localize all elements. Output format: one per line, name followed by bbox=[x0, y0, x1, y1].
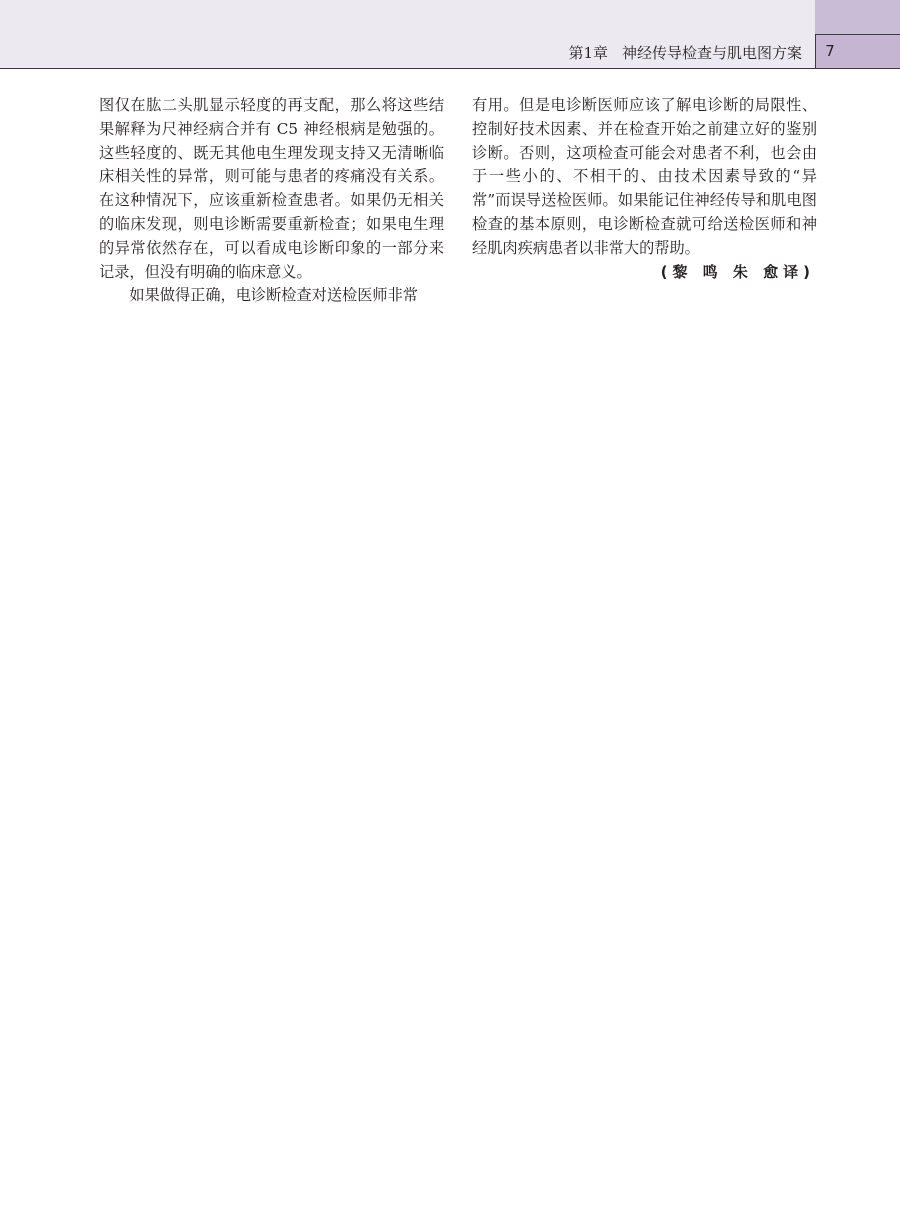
chapter-title: 神经传导检查与肌电图方案 bbox=[621, 44, 802, 62]
page-tab-top bbox=[815, 0, 900, 34]
right-column bbox=[472, 94, 817, 284]
chapter-number: 第1章 bbox=[568, 44, 608, 62]
paragraph: 如果做得正确，电诊断检查对送检医师非常 bbox=[129, 286, 418, 305]
header-rule bbox=[0, 68, 815, 69]
page-number: 7 bbox=[825, 42, 835, 60]
translator-credit: (黎 鸣 朱 愈译) bbox=[660, 262, 815, 281]
paragraph: 有用。但是电诊断医师应该了解电诊断的局限性、控制好技术因素、并在检查开始之前建立好的鉴别诊断。否则，这项检查可能会对患者不利，也会由于一些小的、不相干的、由技术因素导致的“异常”而误导送检医师。如果能记住神经传导和肌电图检查的基本原则，电诊断检查就可给送检医师和神经肌肉疾病患者以非常大的帮助。 bbox=[472, 96, 817, 257]
running-head bbox=[568, 40, 802, 66]
paragraph: 图仅在肱二头肌显示轻度的再支配，那么将这些结果解释为尺神经病合并有 C5 神经根病是勉强的。这些轻度的、既无其他电生理发现支持又无清晰临床相关性的异常，则可能与患者的疼痛没有关系。在这种情况下，应该重新检查患者。如果仍无相关的临床发现，则电诊断需要重新检查；如果电生理的异常依然存在，可以看成电诊断印象的一部分来记录，但没有明确的临床意义。 bbox=[99, 96, 444, 281]
left-column bbox=[99, 94, 444, 308]
